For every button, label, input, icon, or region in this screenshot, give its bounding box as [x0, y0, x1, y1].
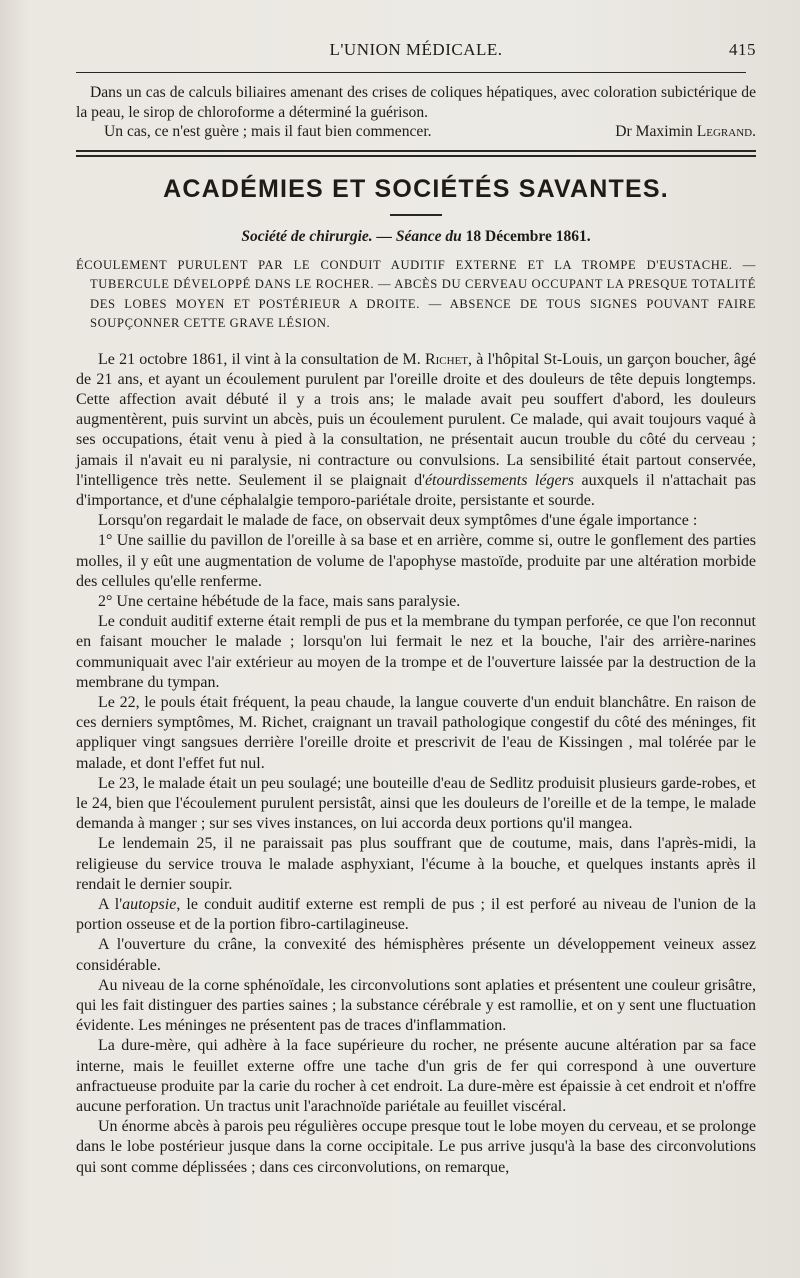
page-number: 415	[729, 40, 756, 59]
paragraph: 2° Une certaine hébétude de la face, mais sans paralysie.	[98, 592, 461, 610]
paragraph: Le lendemain 25, il ne paraissait pas plus souffrant que de coutume, mais, dans l'après-midi, la religieuse du service trouva le malade asphyxiant, l'écume à la bouche, et quelques instants après il rendait le dernier soupir.	[76, 835, 756, 893]
paragraph: Le conduit auditif externe était rempli de pus et la membrane du tympan perforée, ce que l'on reconnut en faisant moucher le malade ; lorsqu'on lui fermait le nez et la bouche, l'air des arrière-narines communiquait avec l'air extérieur au moyen de la trompe et de l'ouverture laissée par la destruction de la membrane du tympan.	[76, 613, 756, 691]
text-run: auxquels il n'attachait pas d'importance, et d'une céphalalgie temporo-pariétale droite, persistante et sourde.	[76, 471, 756, 509]
emphasis: autopsie	[122, 895, 177, 913]
paragraph: 1° Une saillie du pavillon de l'oreille à sa base et en arrière, comme si, outre le gonflement des parties molles, il y eût une augmentation de volume de l'apophyse mastoïde, produite par une altération morbide des cellules qu'elle renferme.	[76, 532, 756, 590]
intro-paragraph: Dans un cas de calculs biliaires amenant des crises de coliques hépatiques, avec coloration subictérique de la peau, le sirop de chloroforme a déterminé la guérison.	[76, 84, 756, 121]
text-run: A l'	[98, 895, 123, 913]
paragraph: A l'ouverture du crâne, la convexité des hémisphères présente un développement veineux assez considérable.	[76, 936, 756, 974]
section-divider	[76, 150, 756, 157]
emphasis: étourdissements légers	[424, 471, 575, 489]
running-head	[76, 40, 756, 66]
session-heading	[76, 228, 756, 246]
intro-closing-line	[76, 122, 756, 142]
case-summary	[76, 256, 756, 334]
person-name: Richet	[424, 350, 469, 368]
signature-name: Legrand.	[696, 123, 756, 140]
society-label: Société de chirurgie. — Séance du	[241, 227, 462, 245]
text-run: , le conduit auditif externe est rempli de pus ; il est perforé au niveau de l'union de la portion osseuse et de la portion fibro-cartilagineuse.	[76, 895, 756, 934]
header-rule	[76, 72, 746, 73]
paragraph: Le 23, le malade était un peu soulagé; une bouteille d'eau de Sedlitz produisit plusieurs garde-robes, et le 24, bien que l'écoulement purulent persistât, ainsi que les douleurs de l'oreille et de la tempe, le malade demanda à manger ; sur ses vives instances, on lui accorda deux portions qu'il mangea.	[76, 774, 756, 833]
paragraph	[76, 895, 756, 935]
running-title: L'UNION MÉDICALE.	[329, 40, 503, 59]
intro-closing: Un cas, ce n'est guère ; mais il faut bien commencer.	[104, 123, 432, 140]
summary-text: ÉCOULEMENT PURULENT PAR LE CONDUIT AUDITIF EXTERNE ET LA TROMPE D'EUSTACHE. — TUBERCULE DÉVELOPPÉ DANS LE ROCHER. — ABCÈS DU CERVEAU OCCUPANT LA PRESQUE TOTALITÉ DES LOBES MOYEN ET POSTÉRIEUR A DROITE. — ABSENCE DE TOUS SIGNES POUVANT FAIRE SOUPÇONNER CETTE GRAVE LÉSION.	[76, 257, 756, 330]
paragraph: Le 22, le pouls était fréquent, la peau chaude, la langue couverte d'un enduit blanchâtre. En raison de ces derniers symptômes, M. Richet, craignant un travail pathologique congestif du côté des méninges, fit appliquer vingt sangsues derrière l'oreille droite et prescrivit de l'eau de Kissingen , mal tolérée par le malade, et dont l'effet fut nul.	[76, 693, 756, 772]
paragraph	[76, 350, 756, 512]
signature-prefix: Dr Maximin	[615, 123, 693, 140]
paragraph: Un énorme abcès à parois peu régulières occupe presque tout le lobe moyen du cerveau, et se prolonge dans le lobe postérieur jusque dans la corne occipitale. Le pus arrive jusqu'à la base des circonvolutions qui sont comme déplissées ; dans ces circonvolutions, on remarque,	[76, 1118, 756, 1176]
paragraph: La dure-mère, qui adhère à la face supérieure du rocher, ne présente aucune altération par sa face interne, mais le feuillet externe offre une tache d'un gris de fer qui correspond à une ouverture anfractueuse produite par la carie du rocher à cet endroit. La dure-mère est épaissie à cet endroit et n'offre aucune perforation. Un tractus unit l'arachnoïde pariétale au feuillet viscéral.	[76, 1037, 756, 1116]
paragraph: Lorsqu'on regardait le malade de face, on observait deux symptômes d'une égale importance :	[98, 512, 698, 530]
title-underline	[390, 214, 442, 216]
session-date: 18 Décembre 1861.	[465, 227, 591, 245]
paragraph: Au niveau de la corne sphénoïdale, les circonvolutions sont aplaties et présentent une couleur grisâtre, qui les fait distinguer des parties saines ; la substance cérébrale y est ramollie, et on y sent une fluctuation évidente. Les méninges ne présentent pas de traces d'inflammation.	[76, 976, 756, 1035]
intro-block	[76, 83, 756, 142]
text-run: Le 21 octobre 1861, il vint à la consultation de M.	[98, 350, 421, 368]
section-title: ACADÉMIES ET SOCIÉTÉS SAVANTES.	[163, 174, 669, 203]
author-signature	[601, 122, 756, 142]
article-body	[76, 350, 756, 1178]
text-run: , à l'hôpital St-Louis, un garçon boucher, âgé de 21 ans, et ayant un écoulement purulent par l'oreille droite et des douleurs de tête depuis longtemps. Cette affection avait débuté il y a trois ans; le malade avait peu souffert d'abord, les douleurs augmentèrent, puis survint un abcès, puis un écoulement purulent. Ce malade, qui avait toujours vaqué à ses occupations, était venu à pied à la consultation, ne présentait aucun trouble du côté du cerveau ; jamais il n'avait eu ni paralysie, ni contracture ou convulsions. La sensibilité était partout conservée, l'intelligence très nette. Seulement il se plaignait d'	[76, 350, 757, 489]
